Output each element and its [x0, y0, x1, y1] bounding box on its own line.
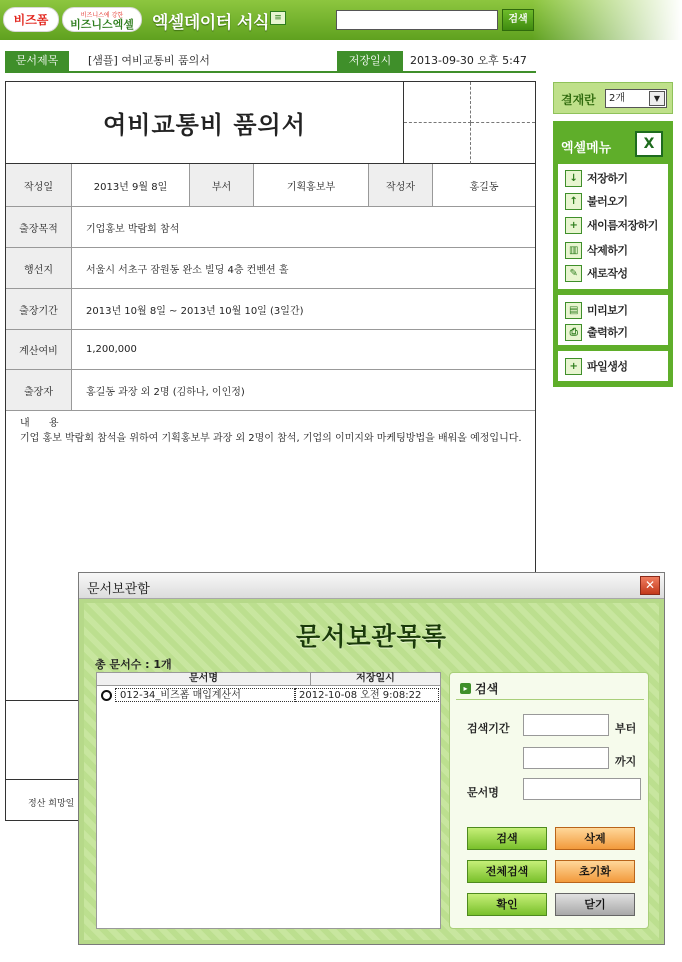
doc-header-divider — [5, 71, 536, 73]
menu-group-print — [558, 295, 668, 345]
excel-sheet-icon: ≡ — [270, 11, 286, 25]
save-as-icon: + — [565, 217, 582, 234]
search-all-button[interactable]: 전체검색 — [467, 860, 547, 883]
row-radio[interactable] — [101, 690, 112, 701]
top-bar — [0, 0, 682, 40]
dialog-body — [84, 603, 659, 940]
menu-delete-label: 삭제하기 — [587, 244, 628, 257]
business-excel-logo[interactable] — [62, 7, 142, 32]
excel-menu-title: 엑셀메뉴 — [561, 141, 612, 156]
form-title: 여비교통비 품의서 — [6, 82, 404, 164]
list-item[interactable] — [97, 687, 440, 703]
approval-count-value: 2개 — [609, 93, 626, 104]
expense-value[interactable]: 1,200,000 — [72, 330, 535, 370]
business-excel-logo-text: 비즈니스엑셀 — [70, 17, 134, 31]
approval-bar — [553, 82, 673, 114]
period-from-input[interactable] — [523, 714, 609, 736]
approval-box-1-top[interactable] — [404, 82, 471, 123]
search-submit-button[interactable]: 검색 — [467, 827, 547, 850]
search-button[interactable]: 검색 — [502, 9, 534, 31]
saved-at-label: 저장일시 — [337, 51, 403, 71]
docname-input[interactable] — [523, 778, 641, 800]
document-list-header — [97, 673, 440, 686]
close-button[interactable]: 닫기 — [555, 893, 635, 916]
traveler-value[interactable]: 홍길동 과장 외 2명 (김하나, 이인정) — [72, 370, 535, 411]
column-header-saved[interactable]: 저장일시 — [356, 673, 395, 684]
menu-save[interactable] — [565, 169, 628, 187]
menu-print-label: 출력하기 — [587, 326, 628, 339]
menu-new[interactable] — [565, 264, 628, 282]
document-archive-dialog — [78, 572, 665, 945]
trash-icon: ▥ — [565, 242, 582, 259]
app-title: 엑셀데이터 서식 — [152, 13, 269, 33]
menu-create-file-label: 파일생성 — [587, 360, 628, 373]
search-panel-divider — [456, 699, 644, 700]
author-label: 작성자 — [369, 164, 433, 207]
menu-open[interactable] — [565, 192, 628, 210]
content-label: 내 용 — [20, 418, 67, 429]
doc-title-label: 문서제목 — [5, 51, 69, 71]
close-icon[interactable]: ✕ — [640, 576, 660, 595]
form-row-divider — [6, 779, 86, 780]
destination-label: 행선지 — [6, 248, 72, 289]
menu-save-label: 저장하기 — [587, 172, 628, 185]
column-header-docname[interactable]: 문서명 — [97, 673, 311, 686]
dept-value[interactable]: 기획홍보부 — [254, 164, 369, 207]
form-row-divider — [6, 700, 86, 701]
doc-title-value: [샘플] 여비교통비 품의서 — [88, 54, 210, 67]
new-document-icon: ✎ — [565, 265, 582, 282]
document-list[interactable] — [96, 672, 441, 929]
search-input[interactable] — [336, 10, 498, 30]
bizform-logo-text: 비즈폼 — [13, 13, 49, 27]
period-label: 검색기간 — [467, 722, 510, 735]
purpose-value[interactable]: 기업홍보 박람회 참석 — [72, 207, 535, 248]
approval-box-1-bottom[interactable] — [404, 123, 471, 164]
save-icon: ↓ — [565, 170, 582, 187]
dialog-title: 문서보관함 — [87, 582, 150, 597]
arrow-right-icon: ▸ — [460, 683, 471, 694]
saved-at-value: 2013-09-30 오후 5:47 — [410, 54, 527, 67]
menu-preview-label: 미리보기 — [587, 304, 628, 317]
expense-label: 계산여비 — [6, 330, 72, 370]
open-icon: ↑ — [565, 193, 582, 210]
content-text[interactable]: 기업 홍보 박람회 참석을 위하여 기획홍보부 과장 외 2명이 참석, 기업의 이미지와 마케팅방법을 배워올 예정입니다. — [20, 433, 522, 444]
date-label: 작성일 — [6, 164, 72, 207]
period-label: 출장기간 — [6, 289, 72, 330]
search-panel — [449, 672, 649, 929]
chevron-down-icon[interactable]: ▼ — [649, 91, 665, 106]
dialog-heading: 문서보관목록 — [296, 622, 447, 651]
row-docname: 012-34_비즈폼 매입계산서 — [115, 688, 295, 702]
menu-new-label: 새로작성 — [587, 267, 628, 280]
menu-delete[interactable] — [565, 241, 628, 259]
create-file-icon: + — [565, 358, 582, 375]
menu-group-export — [558, 351, 668, 381]
print-icon: ⎙ — [565, 324, 582, 341]
period-to-input[interactable] — [523, 747, 609, 769]
approval-label: 결재란 — [561, 93, 596, 107]
purpose-label: 출장목적 — [6, 207, 72, 248]
traveler-label: 출장자 — [6, 370, 72, 411]
period-to-suffix: 까지 — [615, 755, 637, 768]
excel-menu — [553, 121, 673, 387]
search-panel-title-text: 검색 — [475, 682, 499, 696]
period-value[interactable]: 2013년 10월 8일 ~ 2013년 10월 10일 (3일간) — [72, 289, 535, 330]
period-from-suffix: 부터 — [615, 722, 637, 735]
menu-preview[interactable] — [565, 301, 628, 319]
row-saved: 2012-10-08 오전 9:08:22 — [295, 688, 439, 702]
top-bar-fade — [532, 0, 682, 40]
menu-group-file — [558, 164, 668, 289]
delete-button[interactable]: 삭제 — [555, 827, 635, 850]
bizform-logo[interactable] — [3, 7, 59, 32]
settlement-date-label: 정산 희망일 — [28, 799, 75, 809]
business-excel-tagline: 비즈니스에 강한 — [80, 11, 124, 19]
ok-button[interactable]: 확인 — [467, 893, 547, 916]
menu-save-as-label: 새이름저장하기 — [587, 219, 658, 232]
dialog-titlebar[interactable] — [79, 573, 664, 599]
menu-print[interactable] — [565, 323, 628, 341]
approval-box-2-top[interactable] — [471, 82, 535, 123]
approval-box-2-bottom[interactable] — [471, 123, 535, 164]
preview-icon: ▤ — [565, 302, 582, 319]
menu-create-file[interactable] — [565, 357, 628, 375]
docname-label: 문서명 — [467, 786, 499, 799]
approval-count-select[interactable] — [605, 89, 667, 108]
search-panel-title — [460, 680, 498, 697]
menu-open-label: 불러오기 — [587, 195, 628, 208]
menu-save-as[interactable] — [565, 216, 658, 234]
dept-label: 부서 — [190, 164, 254, 207]
author-value[interactable]: 홍길동 — [433, 164, 535, 207]
destination-value[interactable]: 서울시 서초구 잠원동 완소 빌딩 4층 컨벤션 홀 — [72, 248, 535, 289]
excel-icon: X — [635, 131, 663, 157]
date-value[interactable]: 2013년 9월 8일 — [72, 164, 190, 207]
total-document-count: 총 문서수 : 1개 — [95, 658, 172, 671]
reset-button[interactable]: 초기화 — [555, 860, 635, 883]
